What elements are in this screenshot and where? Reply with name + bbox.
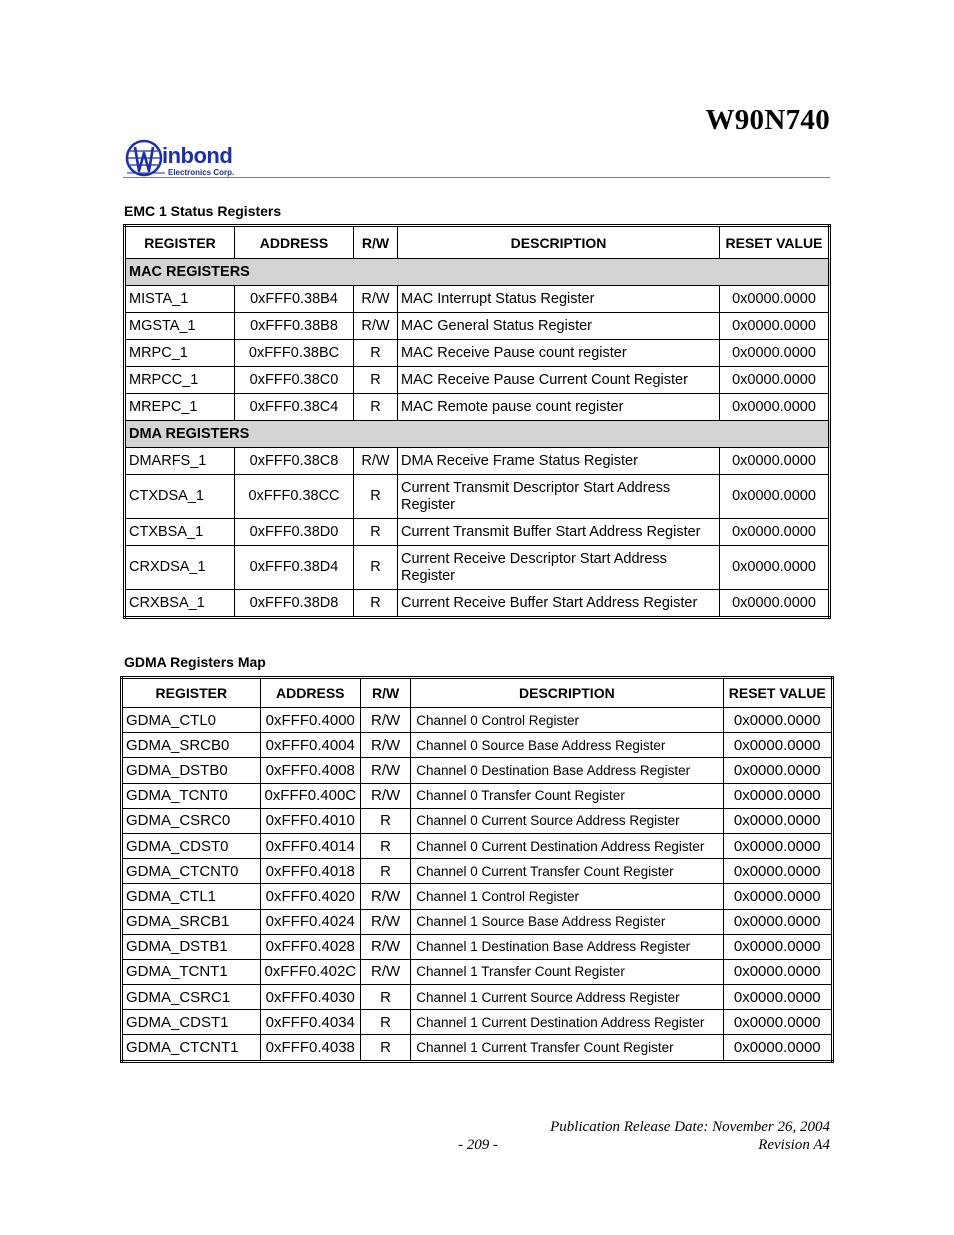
address-cell: 0xFFF0.38BC — [235, 340, 354, 367]
rw-cell: R — [354, 546, 398, 590]
reset-value-cell: 0x0000.0000 — [723, 934, 832, 959]
reset-value-cell: 0x0000.0000 — [723, 758, 832, 783]
rw-cell: R — [361, 1035, 411, 1061]
winbond-globe-icon — [125, 139, 165, 179]
rw-cell: R — [354, 340, 398, 367]
address-cell: 0xFFF0.4010 — [260, 808, 360, 833]
reset-value-cell: 0x0000.0000 — [720, 546, 830, 590]
description-cell: Channel 1 Transfer Count Register — [411, 959, 723, 984]
address-cell: 0xFFF0.38C4 — [235, 394, 354, 421]
reset-value-cell: 0x0000.0000 — [720, 475, 830, 519]
address-cell: 0xFFF0.38D4 — [235, 546, 354, 590]
description-cell: MAC General Status Register — [398, 313, 720, 340]
header-address: ADDRESS — [235, 226, 354, 259]
description-cell: Current Transmit Buffer Start Address Register — [398, 519, 720, 546]
reset-value-cell: 0x0000.0000 — [720, 340, 830, 367]
register-cell: GDMA_CTCNT1 — [122, 1035, 261, 1061]
rw-cell: R/W — [354, 448, 398, 475]
table-row — [125, 590, 830, 618]
description-cell: Channel 1 Source Base Address Register — [411, 909, 723, 934]
address-cell: 0xFFF0.38D0 — [235, 519, 354, 546]
register-cell: MISTA_1 — [125, 286, 235, 313]
document-title: W90N740 — [705, 104, 830, 136]
table-header-row — [122, 678, 833, 708]
table-header-row — [125, 226, 830, 259]
reset-value-cell: 0x0000.0000 — [723, 959, 832, 984]
header-register: REGISTER — [122, 678, 261, 708]
table-row — [122, 1035, 833, 1061]
table-row — [122, 934, 833, 959]
rw-cell: R — [354, 475, 398, 519]
address-cell: 0xFFF0.4034 — [260, 1010, 360, 1035]
rw-cell: R/W — [354, 313, 398, 340]
address-cell: 0xFFF0.4000 — [260, 708, 360, 733]
table-row — [125, 286, 830, 313]
rw-cell: R — [354, 394, 398, 421]
description-cell: MAC Interrupt Status Register — [398, 286, 720, 313]
table-row — [125, 367, 830, 394]
table-row — [122, 783, 833, 808]
table-row — [125, 546, 830, 590]
reset-value-cell: 0x0000.0000 — [723, 733, 832, 758]
footer-revision: Revision A4 — [758, 1137, 830, 1153]
rw-cell: R/W — [361, 783, 411, 808]
winbond-logo — [125, 139, 255, 179]
address-cell: 0xFFF0.38C0 — [235, 367, 354, 394]
register-cell: GDMA_TCNT1 — [122, 959, 261, 984]
register-cell: CRXDSA_1 — [125, 546, 235, 590]
group-label: MAC REGISTERS — [125, 259, 830, 286]
emc-section-title: EMC 1 Status Registers — [124, 203, 282, 219]
table-row — [125, 313, 830, 340]
header-register: REGISTER — [125, 226, 235, 259]
table-row — [122, 708, 833, 733]
group-row — [125, 259, 830, 286]
reset-value-cell: 0x0000.0000 — [720, 367, 830, 394]
register-cell: MRPCC_1 — [125, 367, 235, 394]
rw-cell: R/W — [361, 959, 411, 984]
table-row — [125, 519, 830, 546]
address-cell: 0xFFF0.38CC — [235, 475, 354, 519]
reset-value-cell: 0x0000.0000 — [723, 1010, 832, 1035]
rw-cell: R/W — [361, 758, 411, 783]
address-cell: 0xFFF0.4004 — [260, 733, 360, 758]
register-cell: GDMA_CTL0 — [122, 708, 261, 733]
description-cell: Channel 0 Current Destination Address Register — [411, 833, 723, 858]
table-row — [125, 475, 830, 519]
table-row — [122, 758, 833, 783]
register-cell: GDMA_DSTB1 — [122, 934, 261, 959]
register-cell: CRXBSA_1 — [125, 590, 235, 618]
description-cell: MAC Receive Pause count register — [398, 340, 720, 367]
description-cell: Channel 1 Current Transfer Count Register — [411, 1035, 723, 1061]
rw-cell: R/W — [354, 286, 398, 313]
address-cell: 0xFFF0.400C — [260, 783, 360, 808]
reset-value-cell: 0x0000.0000 — [720, 394, 830, 421]
description-cell: DMA Receive Frame Status Register — [398, 448, 720, 475]
register-cell: MREPC_1 — [125, 394, 235, 421]
gdma-registers-table — [120, 676, 834, 1063]
rw-cell: R/W — [361, 909, 411, 934]
rw-cell: R/W — [361, 708, 411, 733]
header-rw: R/W — [361, 678, 411, 708]
rw-cell: R/W — [361, 934, 411, 959]
register-cell: GDMA_SRCB1 — [122, 909, 261, 934]
table-row — [122, 909, 833, 934]
reset-value-cell: 0x0000.0000 — [720, 519, 830, 546]
header-address: ADDRESS — [260, 678, 360, 708]
rw-cell: R — [354, 519, 398, 546]
register-cell: MRPC_1 — [125, 340, 235, 367]
description-cell: Channel 0 Current Transfer Count Register — [411, 859, 723, 884]
reset-value-cell: 0x0000.0000 — [723, 708, 832, 733]
register-cell: GDMA_CDST1 — [122, 1010, 261, 1035]
reset-value-cell: 0x0000.0000 — [723, 1035, 832, 1061]
gdma-section-title: GDMA Registers Map — [124, 654, 266, 670]
table-row — [122, 808, 833, 833]
description-cell: Channel 0 Control Register — [411, 708, 723, 733]
register-cell: GDMA_CDST0 — [122, 833, 261, 858]
reset-value-cell: 0x0000.0000 — [720, 448, 830, 475]
reset-value-cell: 0x0000.0000 — [723, 985, 832, 1010]
description-cell: MAC Receive Pause Current Count Register — [398, 367, 720, 394]
group-row — [125, 421, 830, 448]
address-cell: 0xFFF0.38B4 — [235, 286, 354, 313]
reset-value-cell: 0x0000.0000 — [723, 783, 832, 808]
rw-cell: R — [354, 590, 398, 618]
description-cell: Channel 0 Transfer Count Register — [411, 783, 723, 808]
header-reset-value: RESET VALUE — [720, 226, 830, 259]
footer-release-date: Publication Release Date: November 26, 2004 — [550, 1119, 830, 1135]
description-cell: MAC Remote pause count register — [398, 394, 720, 421]
description-cell: Current Transmit Descriptor Start Address Register — [398, 475, 720, 519]
table-row — [125, 340, 830, 367]
logo-wordmark: inbond — [162, 143, 233, 168]
header-divider — [123, 177, 830, 178]
header-rw: R/W — [354, 226, 398, 259]
rw-cell: R/W — [361, 733, 411, 758]
table-row — [125, 394, 830, 421]
table-row — [122, 985, 833, 1010]
register-cell: MGSTA_1 — [125, 313, 235, 340]
register-cell: GDMA_CTCNT0 — [122, 859, 261, 884]
register-cell: GDMA_CSRC1 — [122, 985, 261, 1010]
address-cell: 0xFFF0.4028 — [260, 934, 360, 959]
description-cell: Channel 0 Source Base Address Register — [411, 733, 723, 758]
register-cell: GDMA_TCNT0 — [122, 783, 261, 808]
rw-cell: R — [361, 1010, 411, 1035]
reset-value-cell: 0x0000.0000 — [720, 590, 830, 618]
description-cell: Channel 0 Destination Base Address Register — [411, 758, 723, 783]
register-cell: CTXBSA_1 — [125, 519, 235, 546]
table-row — [122, 884, 833, 909]
reset-value-cell: 0x0000.0000 — [723, 884, 832, 909]
rw-cell: R — [354, 367, 398, 394]
address-cell: 0xFFF0.4008 — [260, 758, 360, 783]
address-cell: 0xFFF0.4014 — [260, 833, 360, 858]
rw-cell: R — [361, 808, 411, 833]
register-cell: GDMA_DSTB0 — [122, 758, 261, 783]
table-row — [122, 733, 833, 758]
rw-cell: R — [361, 985, 411, 1010]
address-cell: 0xFFF0.38D8 — [235, 590, 354, 618]
table-row — [122, 959, 833, 984]
logo-subtitle: Electronics Corp. — [168, 168, 235, 177]
description-cell: Channel 1 Current Destination Address Register — [411, 1010, 723, 1035]
register-cell: GDMA_SRCB0 — [122, 733, 261, 758]
description-cell: Channel 0 Current Source Address Register — [411, 808, 723, 833]
reset-value-cell: 0x0000.0000 — [720, 313, 830, 340]
address-cell: 0xFFF0.402C — [260, 959, 360, 984]
address-cell: 0xFFF0.4018 — [260, 859, 360, 884]
reset-value-cell: 0x0000.0000 — [723, 859, 832, 884]
table-row — [125, 448, 830, 475]
address-cell: 0xFFF0.4024 — [260, 909, 360, 934]
rw-cell: R/W — [361, 884, 411, 909]
description-cell: Channel 1 Destination Base Address Register — [411, 934, 723, 959]
address-cell: 0xFFF0.4030 — [260, 985, 360, 1010]
address-cell: 0xFFF0.4020 — [260, 884, 360, 909]
address-cell: 0xFFF0.4038 — [260, 1035, 360, 1061]
rw-cell: R — [361, 859, 411, 884]
header-reset-value: RESET VALUE — [723, 678, 832, 708]
rw-cell: R — [361, 833, 411, 858]
address-cell: 0xFFF0.38C8 — [235, 448, 354, 475]
register-cell: GDMA_CTL1 — [122, 884, 261, 909]
description-cell: Current Receive Descriptor Start Address Register — [398, 546, 720, 590]
header-description: DESCRIPTION — [411, 678, 723, 708]
emc-status-registers-table — [123, 224, 831, 619]
register-cell: GDMA_CSRC0 — [122, 808, 261, 833]
group-label: DMA REGISTERS — [125, 421, 830, 448]
description-cell: Channel 1 Control Register — [411, 884, 723, 909]
register-cell: CTXDSA_1 — [125, 475, 235, 519]
address-cell: 0xFFF0.38B8 — [235, 313, 354, 340]
table-row — [122, 833, 833, 858]
reset-value-cell: 0x0000.0000 — [720, 286, 830, 313]
header-description: DESCRIPTION — [398, 226, 720, 259]
table-row — [122, 859, 833, 884]
register-cell: DMARFS_1 — [125, 448, 235, 475]
reset-value-cell: 0x0000.0000 — [723, 833, 832, 858]
reset-value-cell: 0x0000.0000 — [723, 808, 832, 833]
reset-value-cell: 0x0000.0000 — [723, 909, 832, 934]
footer-page-number: - 209 - — [458, 1137, 498, 1153]
description-cell: Current Receive Buffer Start Address Register — [398, 590, 720, 618]
table-row — [122, 1010, 833, 1035]
description-cell: Channel 1 Current Source Address Register — [411, 985, 723, 1010]
